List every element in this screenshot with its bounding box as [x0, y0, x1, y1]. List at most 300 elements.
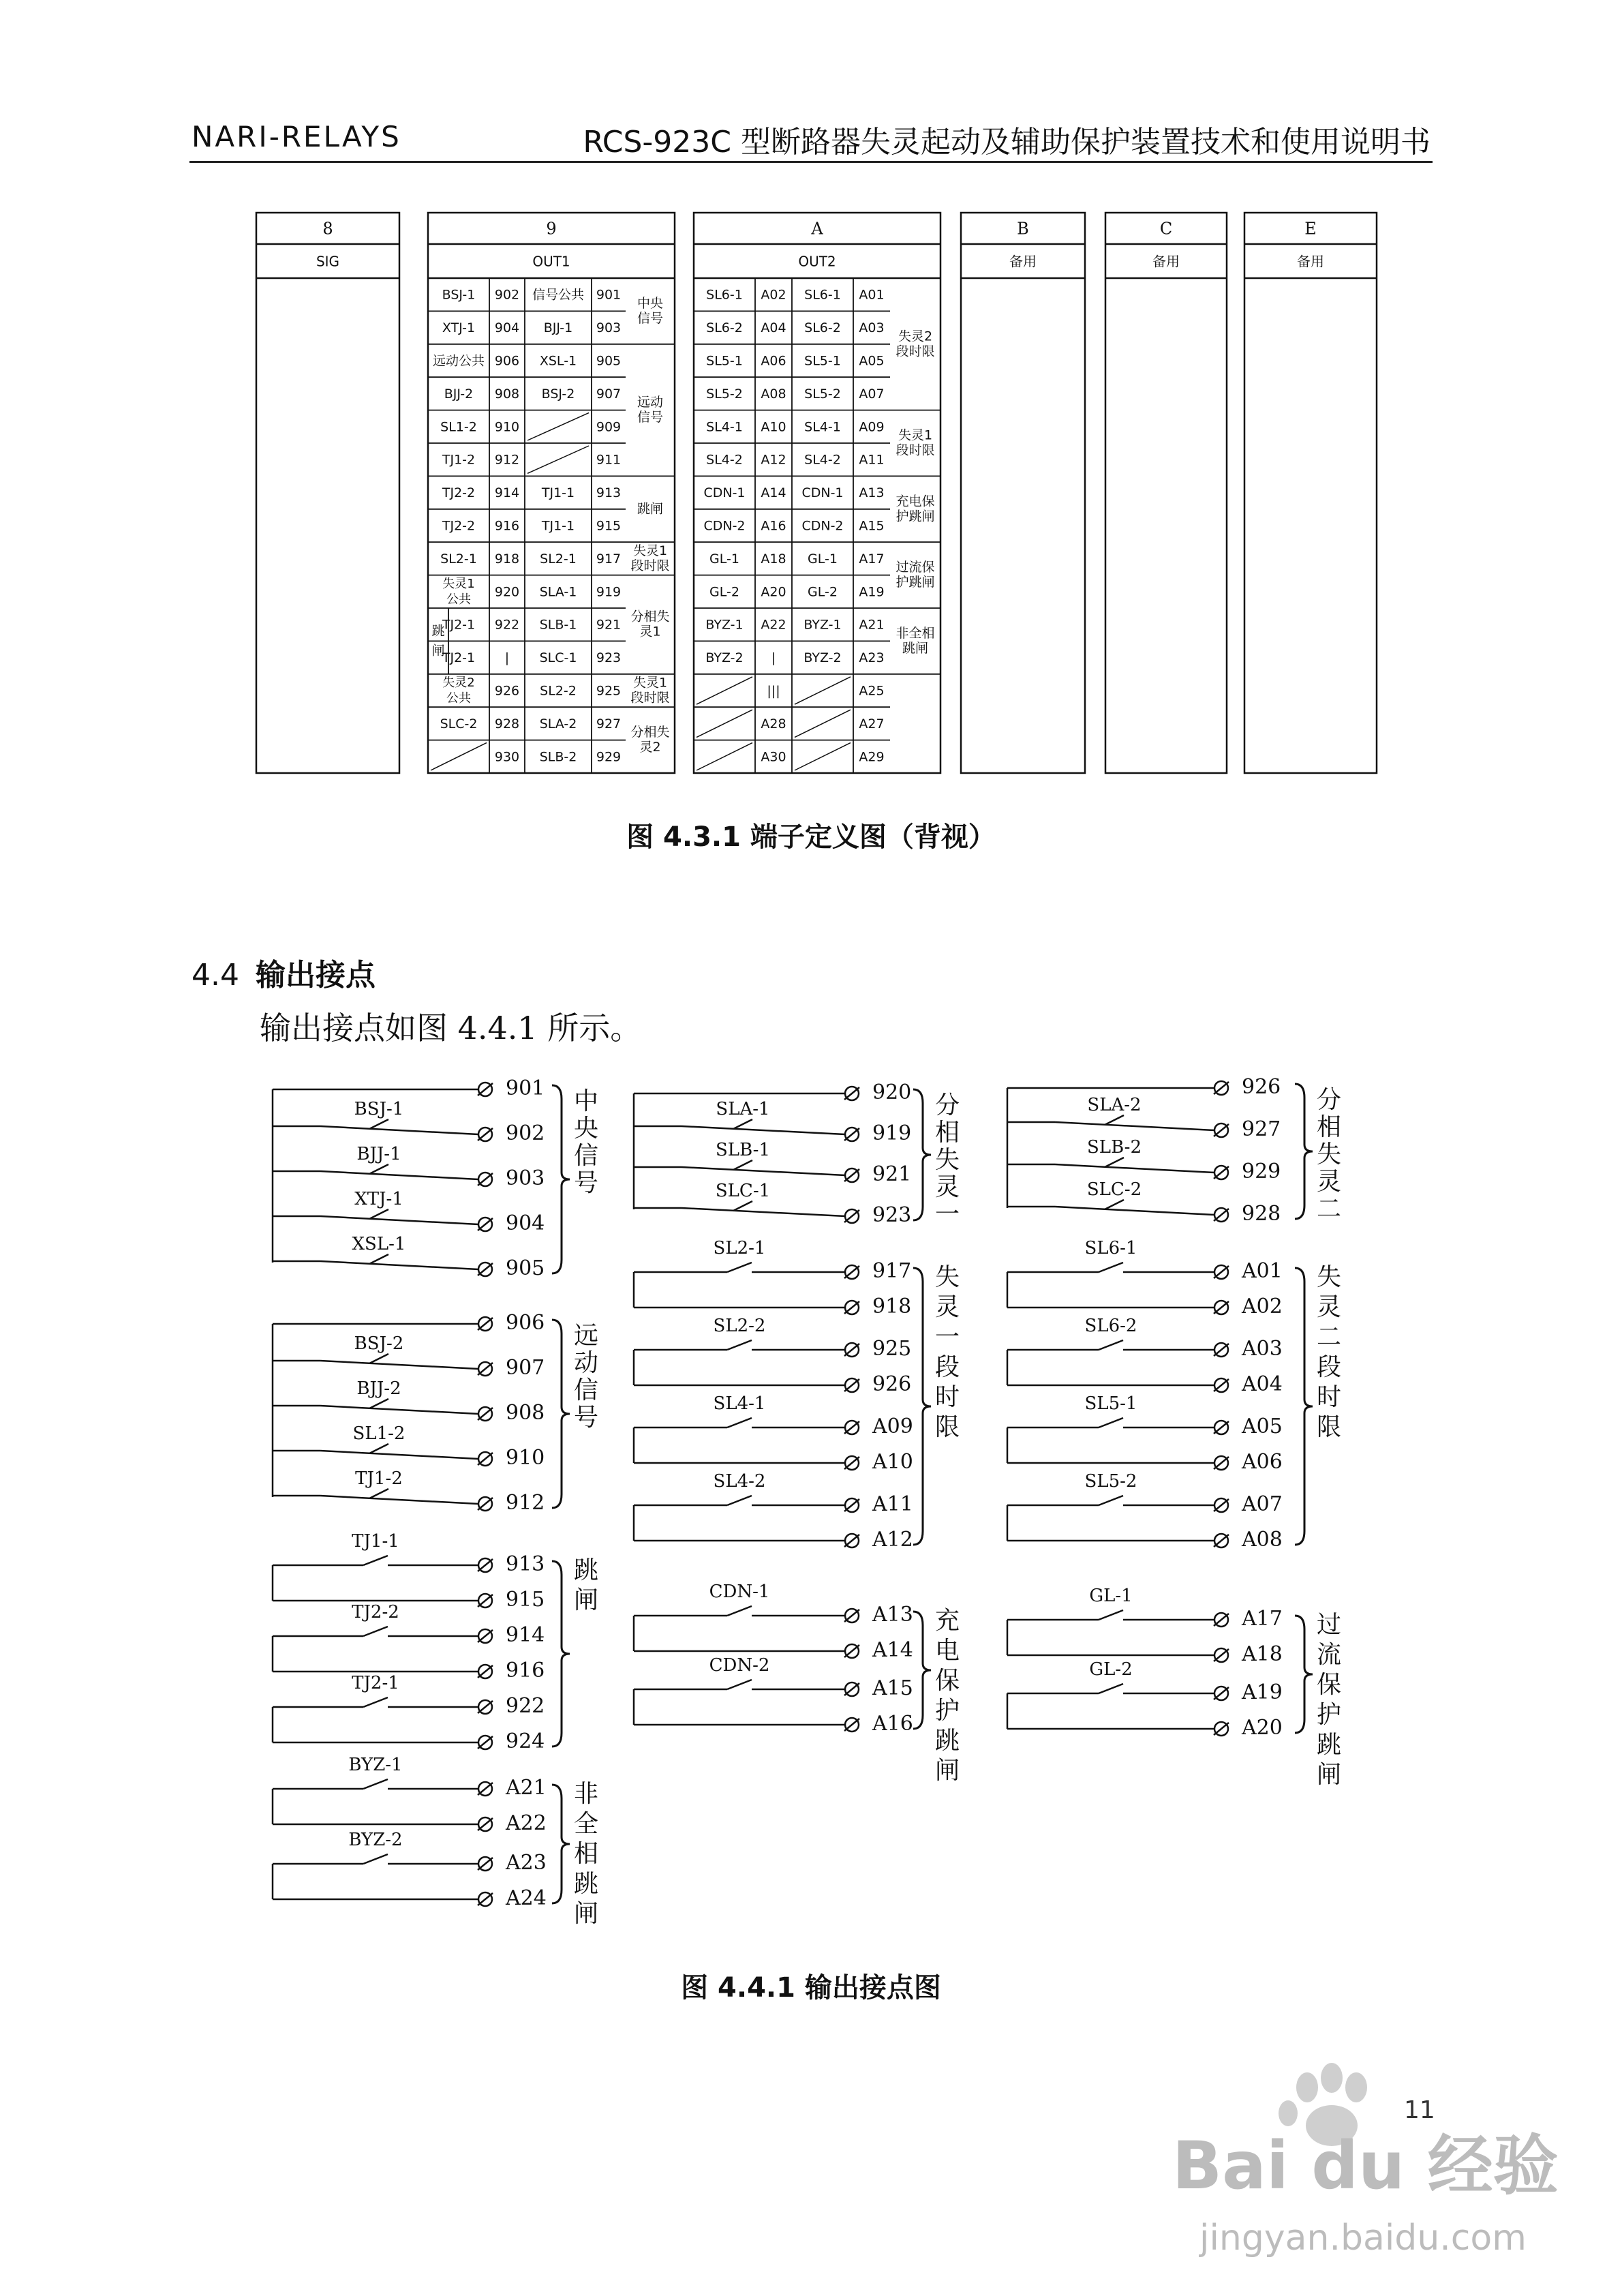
char: 跳: [573, 1556, 599, 1584]
unused-slash: [527, 446, 589, 473]
terminal-label: A11: [872, 1492, 913, 1516]
terminal-A22: [478, 1811, 547, 1835]
contact-blade: [363, 1697, 388, 1707]
terminal-A14: [844, 1638, 913, 1662]
cell-text: XTJ-1: [442, 320, 476, 336]
terminal-A12: [844, 1528, 913, 1552]
watermark-url: jingyan.baidu.com: [1199, 2218, 1527, 2259]
board-name: 备用: [1009, 253, 1037, 270]
terminal-917: [844, 1259, 911, 1283]
cell-text: 公共: [446, 592, 471, 607]
char: 失: [934, 1146, 960, 1174]
char: 跳: [573, 1870, 599, 1898]
terminal-label: A07: [1242, 1492, 1283, 1516]
contact-name: BJJ-1: [356, 1144, 401, 1164]
group-label: [574, 1087, 598, 1197]
terminal-A18: [1214, 1642, 1283, 1666]
terminal-912: [478, 1491, 545, 1515]
char: 闸: [934, 1757, 960, 1785]
char: 段: [934, 1353, 960, 1381]
page-number: 11: [1404, 2096, 1435, 2124]
cell-text: TJ2-2: [442, 518, 476, 534]
terminal-label: A02: [1242, 1295, 1283, 1318]
wire: [682, 1167, 845, 1175]
cell-text: SL2-2: [540, 683, 577, 699]
contact-name: BSJ-2: [354, 1333, 404, 1354]
terminal-929: [1214, 1160, 1281, 1183]
contact-blade: [733, 1160, 752, 1170]
board-id: A: [811, 219, 823, 239]
cell-text: A23: [859, 650, 885, 666]
group-brace: [552, 1085, 570, 1273]
cell-text: SL1-2: [440, 419, 477, 435]
terminal-A23: [478, 1851, 547, 1875]
group-label: 段时限: [896, 442, 935, 458]
cell-text: TJ2-1: [442, 617, 476, 633]
terminal-label: A10: [872, 1450, 913, 1474]
terminal-label: A20: [1242, 1716, 1283, 1740]
cell-text: A06: [761, 353, 786, 369]
cell-text: SL4-2: [706, 452, 743, 468]
wire: [320, 1216, 478, 1224]
terminal-A20: [1214, 1716, 1283, 1740]
terminal-918: [844, 1295, 911, 1318]
group-label: [935, 1263, 960, 1441]
cell-text: SL6-1: [706, 287, 743, 303]
terminal-923: [844, 1203, 911, 1227]
cell-text: SL4-2: [804, 452, 841, 468]
group-label: 失灵1: [632, 675, 668, 691]
unused-slash: [697, 710, 752, 737]
cell-text: SLB-2: [539, 749, 577, 765]
contact-blade: [1099, 1418, 1123, 1428]
cell-text: A30: [761, 749, 786, 765]
unused-slash: [795, 710, 851, 737]
terminal-label: 912: [506, 1491, 545, 1515]
cell-text: A14: [761, 485, 786, 501]
terminal-A07: [1214, 1492, 1283, 1516]
contact-blade: [1099, 1610, 1123, 1620]
cell-text: XSL-1: [539, 353, 577, 369]
board-frame: [1244, 213, 1377, 773]
section-number: 4.4: [192, 958, 239, 993]
cell-text: 917: [596, 551, 622, 567]
terminal-907: [478, 1356, 545, 1380]
contact-group-远动信号: [273, 1311, 598, 1515]
contact-name: SL4-2: [713, 1471, 766, 1492]
terminal-A08: [1214, 1528, 1283, 1552]
cell-text: BSJ-2: [541, 386, 575, 402]
wire: [320, 1171, 478, 1179]
group-label: 分相失: [630, 725, 670, 740]
terminal-921: [844, 1162, 911, 1186]
contact-group-分相失灵二: [1007, 1075, 1341, 1226]
char: 限: [1316, 1413, 1342, 1441]
cell-text: A05: [859, 353, 885, 369]
cell-text: CDN-1: [801, 485, 844, 501]
cell-text: SL6-2: [706, 320, 743, 336]
cell-text: A07: [859, 386, 885, 402]
cell-text: 913: [596, 485, 622, 501]
cell-text: 916: [494, 518, 520, 534]
cell-text: 902: [494, 287, 520, 303]
char: 护: [1316, 1701, 1342, 1729]
cell-text: TJ2-2: [442, 485, 476, 501]
group-label: 灵1: [639, 624, 661, 639]
char: 信: [573, 1142, 599, 1170]
cell-text: BYZ-1: [804, 617, 842, 633]
cell-text: 信号公共: [532, 287, 585, 303]
wire: [320, 1126, 478, 1134]
char: 灵: [934, 1293, 960, 1321]
terminal-903: [478, 1166, 545, 1190]
terminal-A06: [1214, 1450, 1283, 1474]
cell-text: A10: [761, 419, 786, 435]
cell-text: 远动公共: [432, 353, 485, 369]
terminal-A15: [844, 1676, 913, 1700]
terminal-label: 905: [506, 1256, 545, 1280]
terminal-label: A13: [872, 1603, 913, 1627]
cell-text: SL5-1: [804, 353, 841, 369]
terminal-922: [478, 1694, 545, 1718]
cell-text: GL-2: [808, 584, 838, 600]
wire: [1055, 1164, 1214, 1173]
char: 电: [934, 1637, 960, 1665]
terminal-905: [478, 1256, 545, 1280]
char: 动: [573, 1349, 599, 1377]
terminal-A04: [1214, 1372, 1283, 1396]
cell-text: BYZ-1: [705, 617, 744, 633]
group-label: 段时限: [630, 690, 670, 706]
terminal-916: [478, 1659, 545, 1682]
wire: [682, 1126, 845, 1134]
char: 时: [934, 1383, 960, 1411]
cell-text: 901: [596, 287, 622, 303]
cell-text: SL4-1: [706, 419, 743, 435]
unused-slash: [795, 743, 851, 770]
terminal-label: 904: [506, 1211, 545, 1235]
terminal-label: 928: [1242, 1202, 1281, 1226]
contact-blade: [727, 1496, 752, 1505]
contact-name: CDN-1: [709, 1582, 770, 1602]
char: 过: [1316, 1611, 1342, 1639]
terminal-924: [478, 1729, 545, 1753]
terminal-label: 919: [872, 1121, 912, 1145]
terminal-label: A03: [1242, 1337, 1283, 1361]
board-C: [1105, 213, 1227, 773]
terminal-label: 916: [506, 1659, 545, 1682]
cell-text: 912: [494, 452, 520, 468]
terminal-label: A05: [1242, 1415, 1283, 1438]
contact-blade: [363, 1854, 388, 1864]
terminal-label: A19: [1242, 1680, 1283, 1704]
cell-text: 922: [494, 617, 520, 633]
cell-text: SL5-2: [706, 386, 743, 402]
char: 央: [573, 1115, 599, 1143]
terminal-927: [1214, 1117, 1281, 1141]
cell-text: 923: [596, 650, 622, 666]
char: 一: [934, 1323, 960, 1351]
board-id: 8: [322, 219, 333, 239]
cell-text: A09: [859, 419, 885, 435]
contact-group-中央信号: [273, 1076, 598, 1280]
contact-blade: [369, 1119, 388, 1129]
terminal-926: [1214, 1075, 1281, 1099]
cell-text: 927: [596, 716, 622, 731]
terminal-label: A04: [1242, 1372, 1283, 1396]
contact-blade: [369, 1354, 388, 1363]
cell-text: A25: [859, 683, 885, 699]
cell-text: A21: [859, 617, 885, 633]
char: 中: [573, 1087, 599, 1115]
contact-name: SL2-2: [713, 1316, 766, 1336]
terminal-label: 915: [506, 1588, 545, 1612]
wire: [1055, 1122, 1214, 1130]
terminal-A09: [844, 1415, 913, 1438]
terminal-926: [844, 1372, 911, 1396]
terminal-913: [478, 1552, 545, 1576]
cell-text: SL6-1: [804, 287, 841, 303]
cell-text: A19: [859, 584, 885, 600]
cell-text: BJJ-2: [444, 386, 474, 402]
terminal-A05: [1214, 1415, 1283, 1438]
group-brace: [913, 1268, 931, 1545]
cell-text: SLA-2: [539, 716, 577, 731]
header-left: NARI-RELAYS: [192, 120, 401, 153]
cell-text: TJ1-1: [541, 485, 575, 501]
contact-group-失灵二段时限: [1007, 1238, 1341, 1552]
terminal-A24: [478, 1886, 547, 1910]
terminal-A03: [1214, 1337, 1283, 1361]
group-label: 中央: [637, 295, 664, 311]
char: 闸: [1316, 1761, 1342, 1789]
out1-table: [428, 278, 675, 773]
cell-text: TJ1-2: [442, 452, 476, 468]
group-label: 远动: [637, 395, 664, 410]
board-name: 备用: [1297, 253, 1324, 270]
terminal-label: 924: [506, 1729, 545, 1753]
unused-slash: [795, 677, 851, 704]
group-label: 失灵1: [898, 427, 933, 443]
cell-text: CDN-1: [703, 485, 746, 501]
group-brace: [1295, 1616, 1313, 1733]
terminal-label: 925: [872, 1337, 912, 1361]
group-label: [574, 1556, 598, 1614]
cell-text: 925: [596, 683, 622, 699]
cell-text: 908: [494, 386, 520, 402]
contact-name: SL5-2: [1084, 1471, 1137, 1492]
section-heading: [192, 950, 376, 994]
terminal-label: 926: [872, 1372, 912, 1396]
group-label: 充电保: [896, 494, 935, 509]
cell-text: BJJ-1: [543, 320, 573, 336]
terminal-A02: [1214, 1295, 1283, 1318]
side-label-char: 闸: [431, 643, 445, 659]
cell-text: TJ2-1: [442, 650, 476, 666]
group-label: 失灵2: [898, 329, 933, 344]
cell-text: 907: [596, 386, 622, 402]
group-brace: [913, 1612, 931, 1729]
wire: [320, 1361, 478, 1369]
terminal-label: A09: [872, 1415, 913, 1438]
cell-text: 失灵2: [442, 676, 475, 690]
terminal-label: A22: [506, 1811, 547, 1835]
cell-text: 918: [494, 551, 520, 567]
contact-name: SLB-2: [1087, 1137, 1142, 1158]
contact-name: TJ1-2: [355, 1468, 403, 1489]
unused-slash: [431, 743, 487, 770]
char: 相: [573, 1840, 599, 1868]
terminal-label: 918: [872, 1295, 912, 1318]
cell-text: |||: [767, 683, 780, 699]
board-name: 备用: [1152, 253, 1180, 270]
terminal-A17: [1214, 1607, 1283, 1631]
terminal-914: [478, 1623, 545, 1647]
terminal-label: 914: [506, 1623, 545, 1647]
group-brace: [1295, 1268, 1313, 1545]
terminal-label: 926: [1242, 1075, 1281, 1099]
board-8: [256, 213, 399, 773]
contact-blade: [369, 1444, 388, 1453]
group-label: [935, 1607, 960, 1785]
terminal-label: 921: [872, 1162, 912, 1186]
unused-slash: [527, 413, 589, 440]
char: 一: [934, 1200, 960, 1228]
cell-text: |: [504, 650, 510, 666]
cell-text: 915: [596, 518, 622, 534]
char: 失: [1316, 1263, 1342, 1291]
terminal-919: [844, 1121, 911, 1145]
cell-text: SLC-2: [440, 716, 478, 731]
group-brace: [913, 1089, 931, 1220]
cell-text: A20: [761, 584, 786, 600]
cell-text: BYZ-2: [705, 650, 744, 666]
cell-text: GL-1: [709, 551, 739, 567]
contact-blade: [369, 1489, 388, 1498]
cell-text: A16: [761, 518, 786, 534]
figure-caption-terminals: 图 4.3.1 端子定义图（背视）: [626, 821, 996, 853]
terminal-label: A17: [1242, 1607, 1283, 1631]
contact-blade: [727, 1263, 752, 1272]
figure-caption-contacts: 图 4.4.1 输出接点图: [681, 1972, 941, 2004]
terminal-label: A06: [1242, 1450, 1283, 1474]
contact-group-非全相跳闸: [273, 1755, 598, 1928]
board-frame: [256, 213, 399, 773]
output-contacts-figure: [0, 1050, 1622, 1943]
contact-name: SLA-2: [1087, 1095, 1142, 1115]
cell-text: SLB-1: [539, 617, 577, 633]
group-label: 护跳闸: [896, 509, 935, 524]
char: 流: [1316, 1641, 1342, 1669]
contact-name: SL5-1: [1084, 1393, 1137, 1414]
unused-slash: [697, 743, 752, 770]
group-label: [574, 1780, 598, 1928]
terminal-label: 907: [506, 1356, 545, 1380]
char: 分: [934, 1091, 960, 1119]
char: 分: [1316, 1086, 1342, 1114]
cell-text: A03: [859, 320, 885, 336]
contact-blade: [1105, 1115, 1124, 1125]
cell-text: BYZ-2: [804, 650, 842, 666]
terminal-label: A14: [872, 1638, 913, 1662]
terminal-label: 906: [506, 1311, 545, 1335]
contact-name: GL-2: [1089, 1659, 1133, 1680]
cell-text: 921: [596, 617, 622, 633]
contact-name: BYZ-1: [348, 1755, 403, 1775]
contact-blade: [727, 1606, 752, 1616]
terminal-label: A16: [872, 1712, 913, 1736]
unused-slash: [697, 677, 752, 704]
cell-text: SL6-2: [804, 320, 841, 336]
terminal-label: A15: [872, 1676, 913, 1700]
terminal-901: [478, 1076, 545, 1100]
char: 失: [1316, 1141, 1342, 1168]
cell-text: TJ1-1: [541, 518, 575, 534]
cell-text: SLC-1: [539, 650, 577, 666]
group-label: [574, 1322, 598, 1432]
cell-text: BSJ-1: [442, 287, 476, 303]
char: 段: [1316, 1353, 1342, 1381]
cell-text: 905: [596, 353, 622, 369]
contact-name: TJ2-1: [352, 1673, 399, 1693]
terminal-label: 920: [872, 1081, 912, 1104]
cell-text: A29: [859, 749, 885, 765]
char: 跳: [934, 1727, 960, 1755]
cell-text: 930: [494, 749, 520, 765]
header-right: RCS-923C 型断路器失灵起动及辅助保护装置技术和使用说明书: [583, 125, 1430, 160]
contact-blade: [727, 1418, 752, 1428]
cell-text: GL-2: [709, 584, 739, 600]
contact-name: BYZ-2: [348, 1830, 403, 1850]
cell-text: 906: [494, 353, 520, 369]
contact-group-分相失灵一: [634, 1081, 960, 1228]
contact-blade: [363, 1556, 388, 1565]
cell-text: A18: [761, 551, 786, 567]
contact-blade: [727, 1340, 752, 1350]
terminal-904: [478, 1211, 545, 1235]
cell-text: A02: [761, 287, 786, 303]
board-frame: [961, 213, 1085, 773]
contact-name: SL2-1: [713, 1238, 766, 1258]
board-E: [1244, 213, 1377, 773]
terminal-label: A24: [506, 1886, 547, 1910]
char: 号: [573, 1169, 599, 1197]
contact-blade: [1099, 1263, 1123, 1272]
group-label: 信号: [637, 310, 664, 326]
board-frame: [1105, 213, 1227, 773]
group-brace: [1295, 1084, 1313, 1219]
terminal-A16: [844, 1712, 913, 1736]
contact-blade: [1105, 1200, 1124, 1209]
wire: [320, 1406, 478, 1414]
group-brace: [552, 1561, 570, 1747]
cell-text: 公共: [446, 691, 471, 706]
wire: [320, 1261, 478, 1269]
board-name: OUT1: [532, 253, 570, 270]
char: 闸: [573, 1586, 599, 1614]
group-label: 分相失: [630, 609, 670, 624]
terminal-label: A12: [872, 1528, 913, 1552]
contact-group-充电保护跳闸: [634, 1582, 960, 1785]
cell-text: 911: [596, 452, 622, 468]
terminal-label: A01: [1242, 1259, 1283, 1283]
cell-text: A11: [859, 452, 885, 468]
terminal-label: A08: [1242, 1528, 1283, 1552]
board-name: SIG: [316, 253, 340, 270]
terminal-label: 923: [872, 1203, 912, 1227]
cell-text: 928: [494, 716, 520, 731]
cell-text: 910: [494, 419, 520, 435]
